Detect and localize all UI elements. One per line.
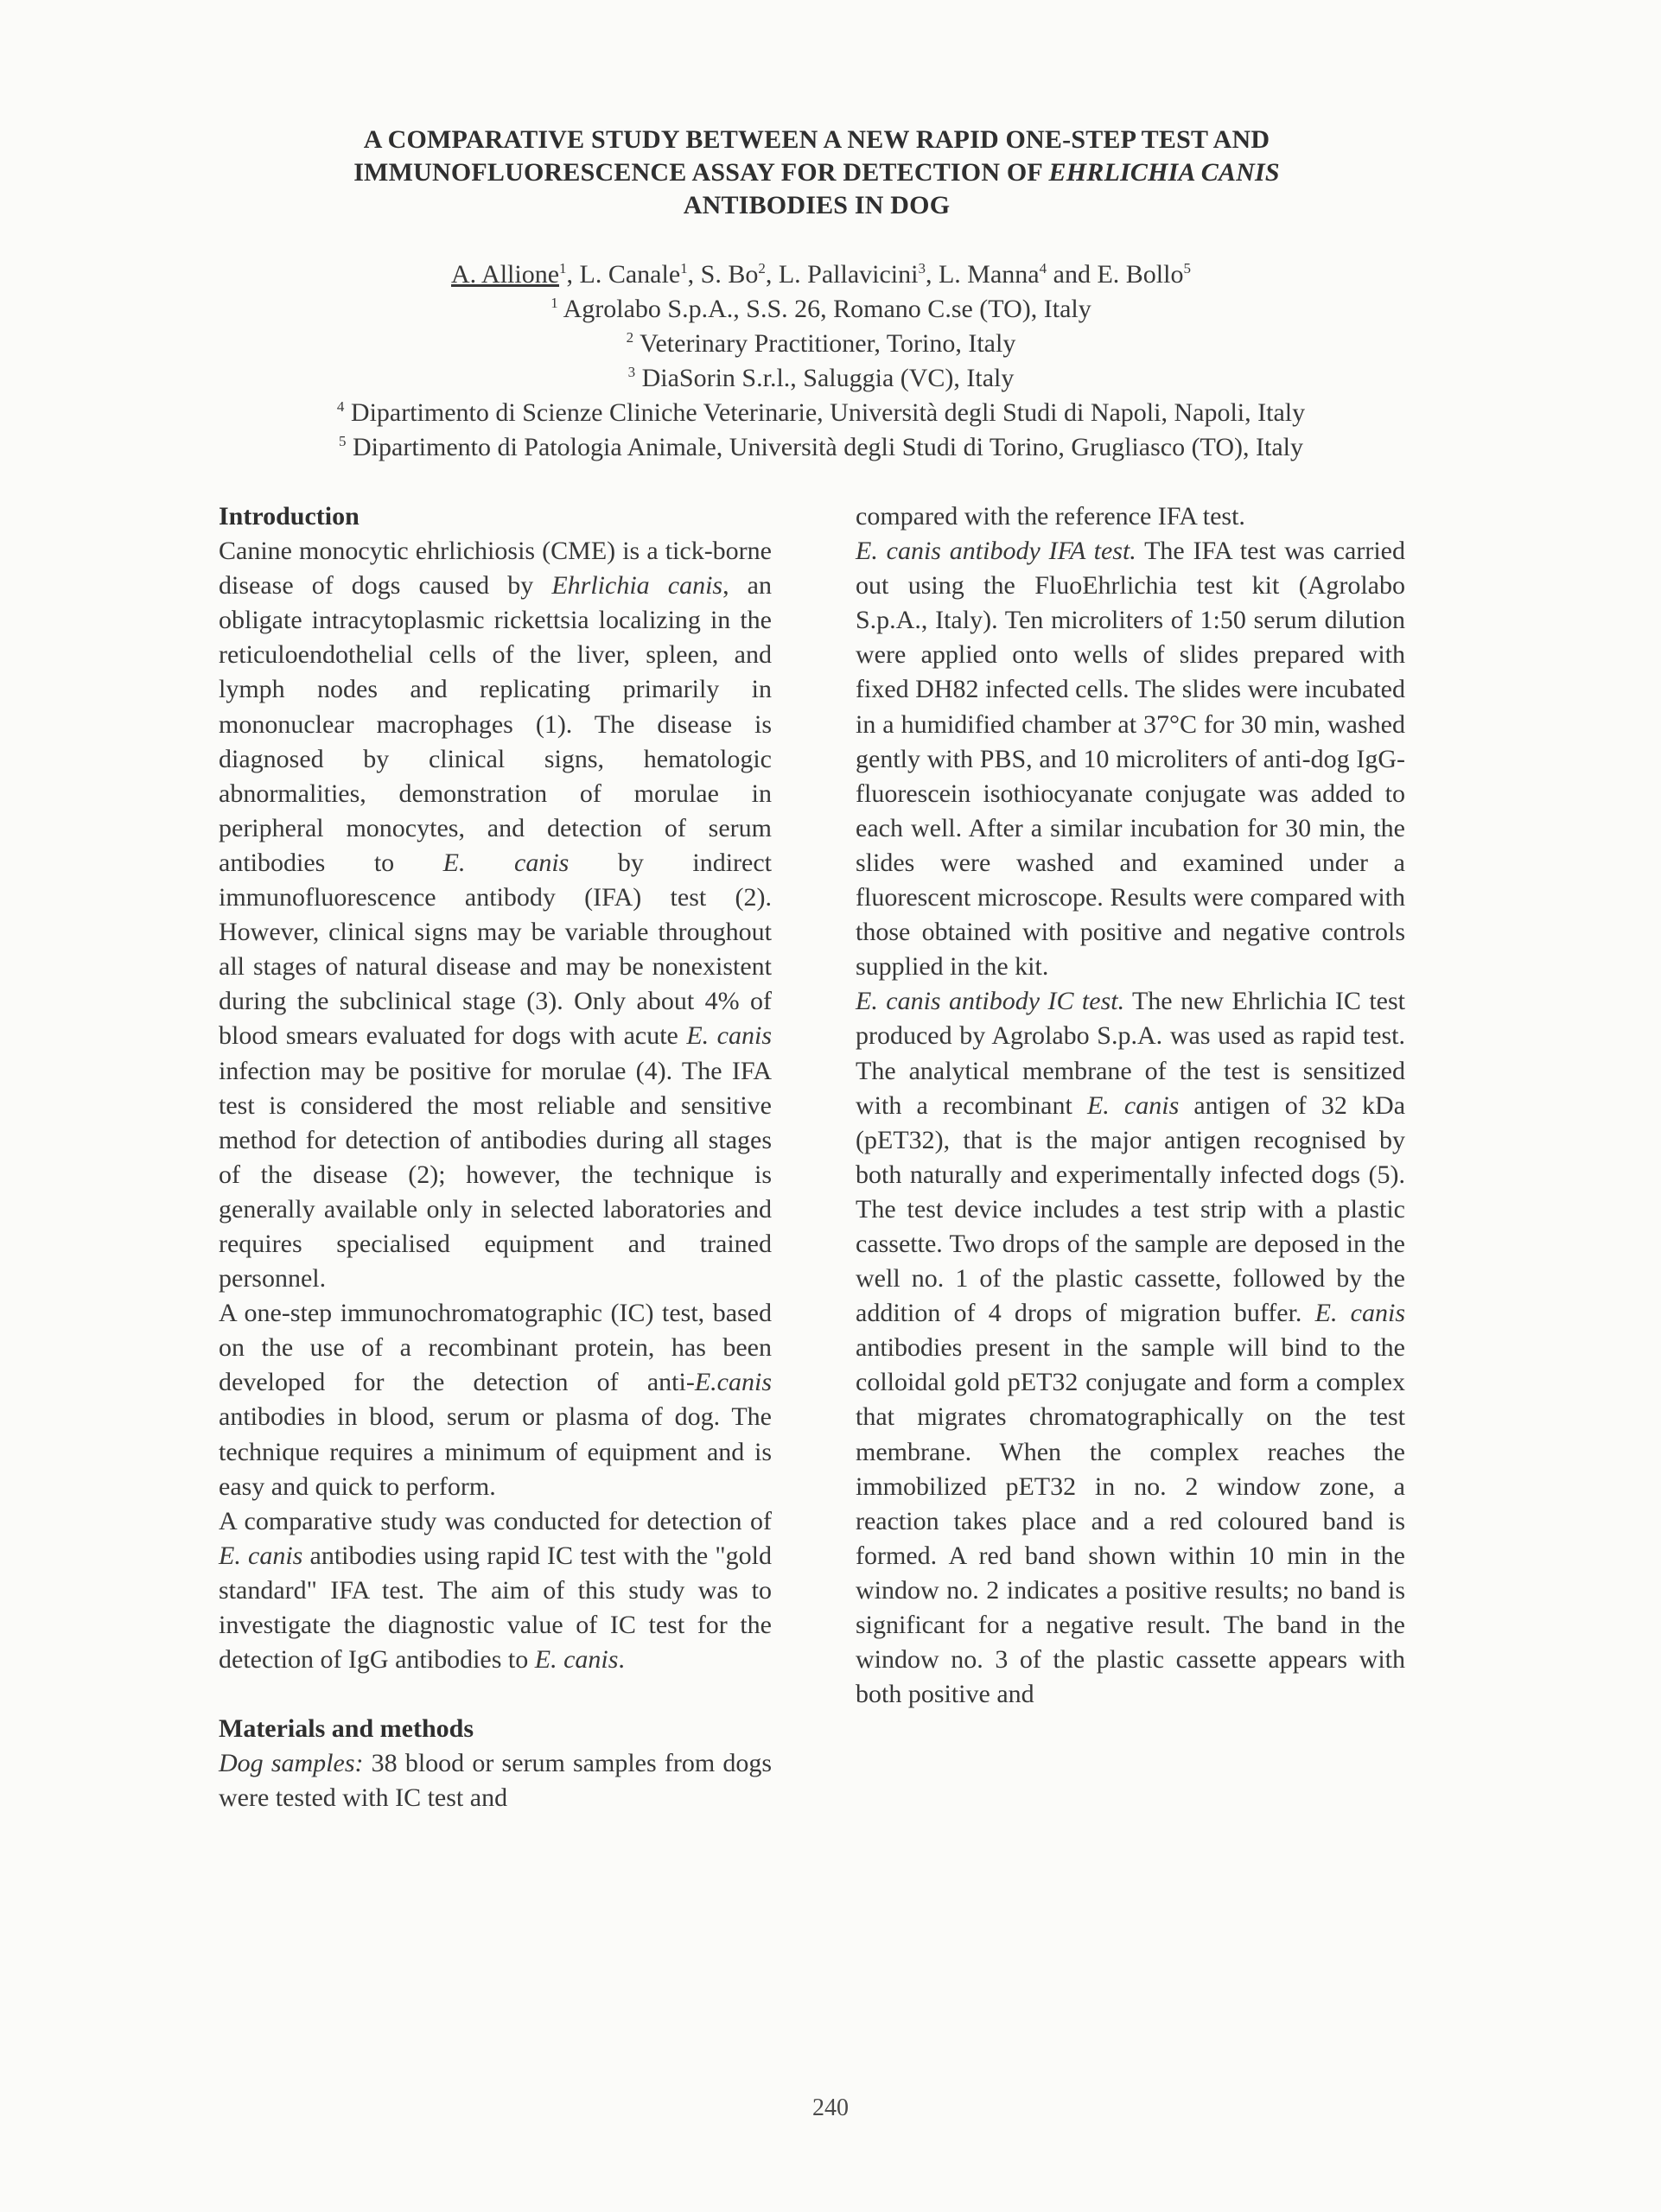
italic-text-run: E. canis [534, 1645, 619, 1675]
introduction-heading: Introduction [219, 502, 360, 531]
author-sup: 1 [559, 260, 567, 276]
author-name: L. Pallavicini [778, 260, 919, 289]
affiliation-sup: 1 [550, 295, 558, 311]
italic-text-run: E. canis [1086, 1090, 1180, 1120]
ifa-test-paragraph [856, 534, 1405, 984]
text-run: The new Ehrlichia IC test produced by Agrolabo S.p.A. was used as rapid test. The analytical membrane of the test is sensitized with a recombinant [856, 987, 1405, 1120]
author-separator: , [687, 260, 701, 289]
affiliation-text: Dipartimento di Patologia Animale, Università degli Studi di Torino, Grugliasco (TO), Italy [353, 433, 1303, 461]
text-run: antigen of 32 kDa (pET32), that is the major antigen recognised by both naturally and experimentally infected dogs (5). The test device includes a test strip with a plastic cassette. Two drops of the sample are deposed in the well no. 1 of the plastic cassette, followed by the addition of 4 drops of migration buffer. [856, 1090, 1406, 1328]
italic-text-run: Ehrlichia canis [551, 571, 723, 601]
italic-text-run: E. canis [686, 1021, 772, 1051]
text-run: 38 blood or serum samples from dogs were tested with IC test and [219, 1749, 772, 1813]
authors-and-affiliations [216, 257, 1426, 465]
affiliation-4 [216, 396, 1426, 430]
author-sup: 2 [758, 260, 766, 276]
affiliation-2 [216, 327, 1426, 361]
italic-text-run: E. canis antibody IFA test. [856, 537, 1136, 566]
affiliation-sup: 2 [626, 329, 634, 346]
author-list [216, 257, 1426, 292]
author-sup: 4 [1039, 260, 1047, 276]
italic-text-run: E. canis [219, 1541, 303, 1570]
text-run: . [618, 1645, 625, 1675]
author-sup: 5 [1183, 260, 1191, 276]
italic-text-run: E. canis [1314, 1299, 1405, 1328]
author-separator: , [765, 260, 779, 289]
title-line-3: ANTIBODIES IN DOG [683, 191, 951, 219]
affiliation-text: DiaSorin S.r.l., Saluggia (VC), Italy [641, 364, 1015, 392]
left-column [219, 499, 772, 1815]
methods-paragraph-1 [219, 1746, 772, 1815]
author-name: L. Manna [938, 260, 1040, 289]
right-column [856, 499, 1405, 1712]
ic-test-paragraph [856, 984, 1405, 1712]
section-gap [219, 1677, 772, 1712]
introduction-paragraph-2 [219, 1296, 772, 1504]
italic-text-run: Dog samples: [219, 1749, 364, 1778]
text-run: antibodies present in the sample will bind to the colloidal gold pET32 conjugate and form a complex that migrates chromatographically on the test membrane. When the complex reaches the immobilized pET32 in no. 2 window zone, a reaction takes place and a red coloured band is formed. A red band shown within 10 min in the window no. 2 indicates a positive results; no band is significant for a negative result. The band in the window no. 3 of the plastic cassette appears with both positive and [856, 1333, 1405, 1709]
text-run: Canine monocytic ehrlichiosis (CME) is a tick-borne disease of dogs caused by [219, 537, 772, 601]
affiliation-1 [216, 292, 1426, 327]
text-run: compared with the reference IFA test. [856, 502, 1245, 531]
text-run: A comparative study was conducted for detection of [219, 1506, 772, 1535]
text-run: infection may be positive for morulae (4). The IFA test is considered the most reliable and sensitive method for detection of antibodies during all stages of the disease (2); however, the technique is generally available only in selected laboratories and requires specialised equipment and trained personnel. [219, 1056, 772, 1294]
text-run: by indirect immunofluorescence antibody (IFA) test (2). However, clinical signs may be variable throughout all stages of natural disease and may be nonexistent during the subclinical stage (3). Only about 4% of blood smears evaluated for dogs with acute [219, 848, 772, 1051]
affiliation-sup: 5 [339, 433, 347, 449]
text-run: A one-step immunochromatographic (IC) test, based on the use of a recombinant protein, has been developed for the detection of anti- [219, 1299, 772, 1397]
author-name: A. Allione [451, 260, 560, 289]
introduction-paragraph-1 [219, 534, 772, 1296]
title-line-2-plain: IMMUNOFLUORESCENCE ASSAY FOR DETECTION OF [353, 158, 1049, 187]
affiliation-text: Dipartimento di Scienze Cliniche Veterinarie, Università degli Studi di Napoli, Napoli, Italy [350, 398, 1306, 427]
author-separator: , [566, 260, 580, 289]
affiliation-text: Veterinary Practitioner, Torino, Italy [640, 329, 1016, 358]
page-number: 240 [812, 2094, 849, 2121]
author-name: S. Bo [700, 260, 759, 289]
author-separator: and [1047, 260, 1098, 289]
author-separator: , [925, 260, 939, 289]
author-name: E. Bollo [1097, 260, 1184, 289]
introduction-paragraph-3 [219, 1504, 772, 1677]
paper-title [259, 124, 1374, 222]
author-name: L. Canale [579, 260, 681, 289]
affiliation-sup: 3 [627, 364, 636, 380]
title-line-2 [259, 156, 1374, 189]
italic-text-run: E. canis antibody IC test. [856, 987, 1125, 1016]
affiliation-5 [216, 430, 1426, 465]
title-line-1: A COMPARATIVE STUDY BETWEEN A NEW RAPID ONE-STEP TEST AND [363, 125, 1270, 154]
methods-heading: Materials and methods [219, 1714, 474, 1744]
methods-continuation [856, 499, 1405, 534]
author-sup: 3 [918, 260, 926, 276]
title-line-2-italic: EHRLICHIA CANIS [1048, 158, 1280, 187]
text-run: , an obligate intracytoplasmic rickettsia localizing in the reticuloendothelial cells of the liver, spleen, and lymph nodes and replicating primarily in mononuclear macrophages (1). The disease is diagnosed by clinical signs, hematologic abnormalities, demonstration of morulae in peripheral monocytes, and detection of serum antibodies to [219, 571, 772, 877]
italic-text-run: E. canis [442, 848, 570, 877]
affiliation-3 [216, 361, 1426, 396]
author-sup: 1 [680, 260, 688, 276]
affiliation-sup: 4 [336, 398, 345, 415]
italic-text-run: E.canis [694, 1368, 772, 1397]
text-run: antibodies in blood, serum or plasma of dog. The technique requires a minimum of equipment and is easy and quick to perform. [219, 1402, 772, 1501]
affiliation-text: Agrolabo S.p.A., S.S. 26, Romano C.se (TO), Italy [563, 295, 1091, 323]
text-run: antibodies using rapid IC test with the "gold standard" IFA test. The aim of this study was to investigate the diagnostic value of IC test for the detection of IgG antibodies to [219, 1541, 773, 1675]
text-run: The IFA test was carried out using the FluoEhrlichia test kit (Agrolabo S.p.A., Italy). Ten microliters of 1:50 serum dilution were applied onto wells of slides prepared with fixed DH82 infected cells. The slides were incubated in a humidified chamber at 37°C for 30 min, washed gently with PBS, and 10 microliters of anti-dog IgG-fluorescein isothiocyanate conjugate was added to each well. After a similar incubation for 30 min, the slides were washed and examined under a fluorescent microscope. Results were compared with those obtained with positive and negative controls supplied in the kit. [856, 537, 1406, 982]
